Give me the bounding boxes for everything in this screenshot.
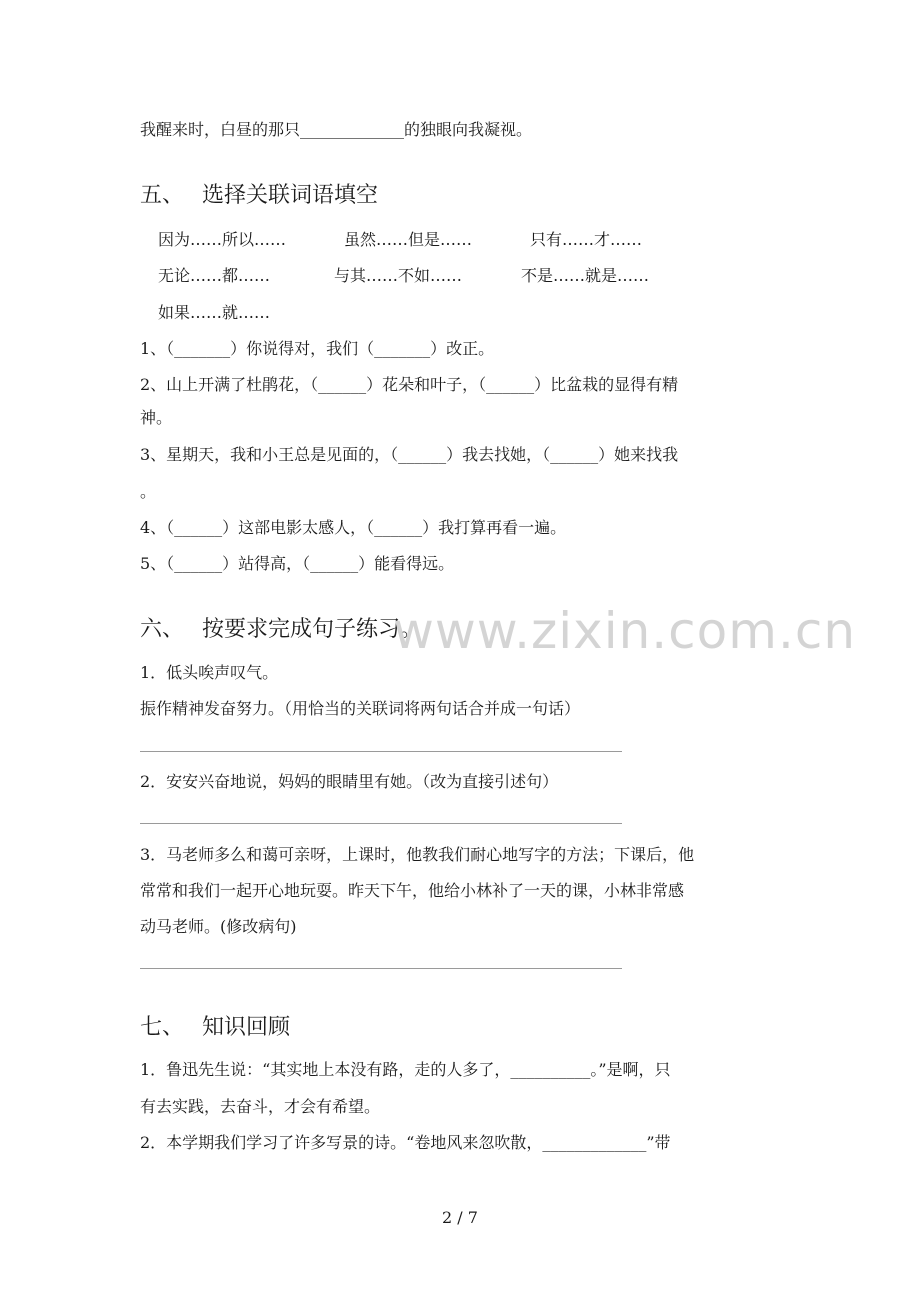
conjunction-option: 因为……所以……	[158, 230, 287, 249]
question-line: 。	[140, 482, 157, 501]
answer-rule	[140, 751, 622, 752]
question-line: 5、（______）站得高，（______）能看得远。	[140, 554, 455, 573]
section-7-heading	[140, 1013, 290, 1043]
page-number: 2 / 7	[442, 1208, 478, 1227]
section-6-heading	[140, 615, 422, 645]
question-line: 2、山上开满了杜鹃花，（______）花朵和叶子，（______）比盆栽的显得有精	[140, 375, 679, 394]
conjunction-option: 如果……就……	[158, 303, 271, 322]
question-line: 1、（_______）你说得对，我们（_______）改正。	[140, 339, 495, 358]
answer-rule	[140, 968, 622, 969]
question-line: 3．马老师多么和蔼可亲呀，上课时，他教我们耐心地写字的方法；下课后，他	[140, 845, 695, 864]
section-title: 选择关联词语填空	[202, 183, 379, 208]
section-number: 五、	[140, 183, 185, 208]
section-number: 六、	[140, 617, 185, 642]
conjunction-option: 无论……都……	[158, 266, 271, 285]
question-line: 动马老师。(修改病句)	[140, 917, 297, 936]
conjunction-option: 虽然……但是……	[344, 230, 473, 249]
question-line: 2．本学期我们学习了许多写景的诗。“卷地风来忽吹散，_____________”带	[140, 1133, 671, 1152]
section-5-heading	[140, 181, 378, 211]
conjunction-option: 只有……才……	[530, 230, 643, 249]
section-title: 按要求完成句子练习。	[202, 617, 423, 642]
question-line: 3、星期天，我和小王总是见面的，（______）我去找她，（______）她来找我	[140, 445, 679, 464]
question-line: 4、（______）这部电影太感人，（______）我打算再看一遍。	[140, 518, 567, 537]
top-line: 我醒来时，白昼的那只_____________的独眼向我凝视。	[140, 120, 533, 139]
watermark: www.zixin.com.cn	[393, 602, 857, 660]
question-line: 振作精神发奋努力。（用恰当的关联词将两句话合并成一句话）	[140, 699, 581, 718]
question-line: 2．安安兴奋地说，妈妈的眼睛里有她。（改为直接引述句）	[140, 772, 559, 791]
section-title: 知识回顾	[202, 1015, 291, 1040]
question-line: 有去实践，去奋斗，才会有希望。	[140, 1097, 381, 1116]
question-line: 1．低头唉声叹气。	[140, 663, 279, 682]
answer-rule	[140, 823, 622, 824]
question-line: 常常和我们一起开心地玩耍。昨天下午，他给小林补了一天的课，小林非常感	[140, 881, 685, 900]
question-line: 1．鲁迅先生说：“其实地上本没有路，走的人多了，__________。”是啊，只	[140, 1060, 671, 1079]
section-number: 七、	[140, 1015, 185, 1040]
conjunction-option: 不是……就是……	[521, 266, 650, 285]
conjunction-option: 与其……不如……	[334, 266, 463, 285]
question-line: 神。	[140, 408, 173, 427]
